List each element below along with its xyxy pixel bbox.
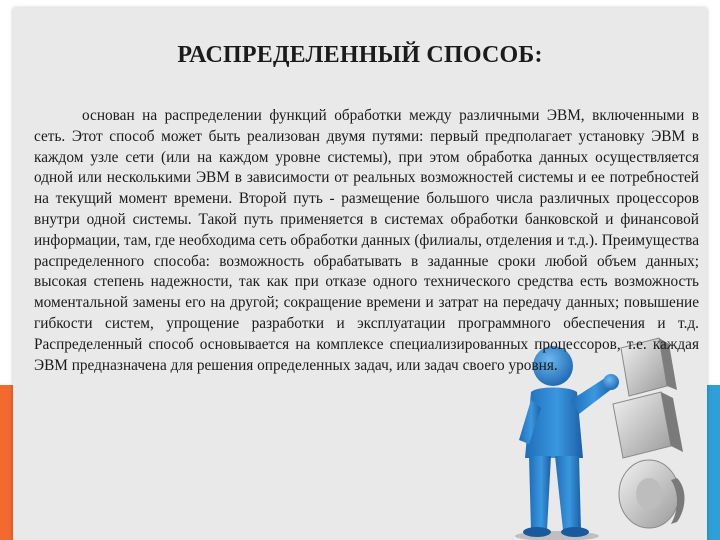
slide-title: РАСПРЕДЕЛЕННЫЙ СПОСОБ: [177, 42, 543, 68]
slide-card [13, 8, 707, 540]
body-paragraph: основан на распределении функций обработки между различными ЭВМ, включенными в сеть. Этот способ может быть реализован двумя путями: первый предполагает установку ЭВМ в каждом узле сети (или на каждом уровне системы), при этом обработка данных осуществляется одной или несколькими ЭВМ в зависимости от реальных возможностей системы и ее потребностей на текущий момент времени. Второй путь - размещение большого числа различных процессоров внутри одной системы. Такой путь применяется в системах обработки банковской и финансовой информации, там, где необходима сеть обработки данных (филиалы, отделения и т.д.). Преимущества распределенного способа: возможность обрабатывать в заданные сроки любой объем данных; высокая степень надежности, так как при отказе одного технического средства есть возможность моментальной замены его на другой; сокращение времени и затрат на передачу данных; повышение гибкости систем, упрощение разработки и эксплуатации программного обеспечения и т.д. Распределенный способ основывается на комплексе специализированных процессоров, т.е. каждая ЭВМ предназначена для решения определенных задач, или задач своего уровня. [34, 107, 699, 374]
